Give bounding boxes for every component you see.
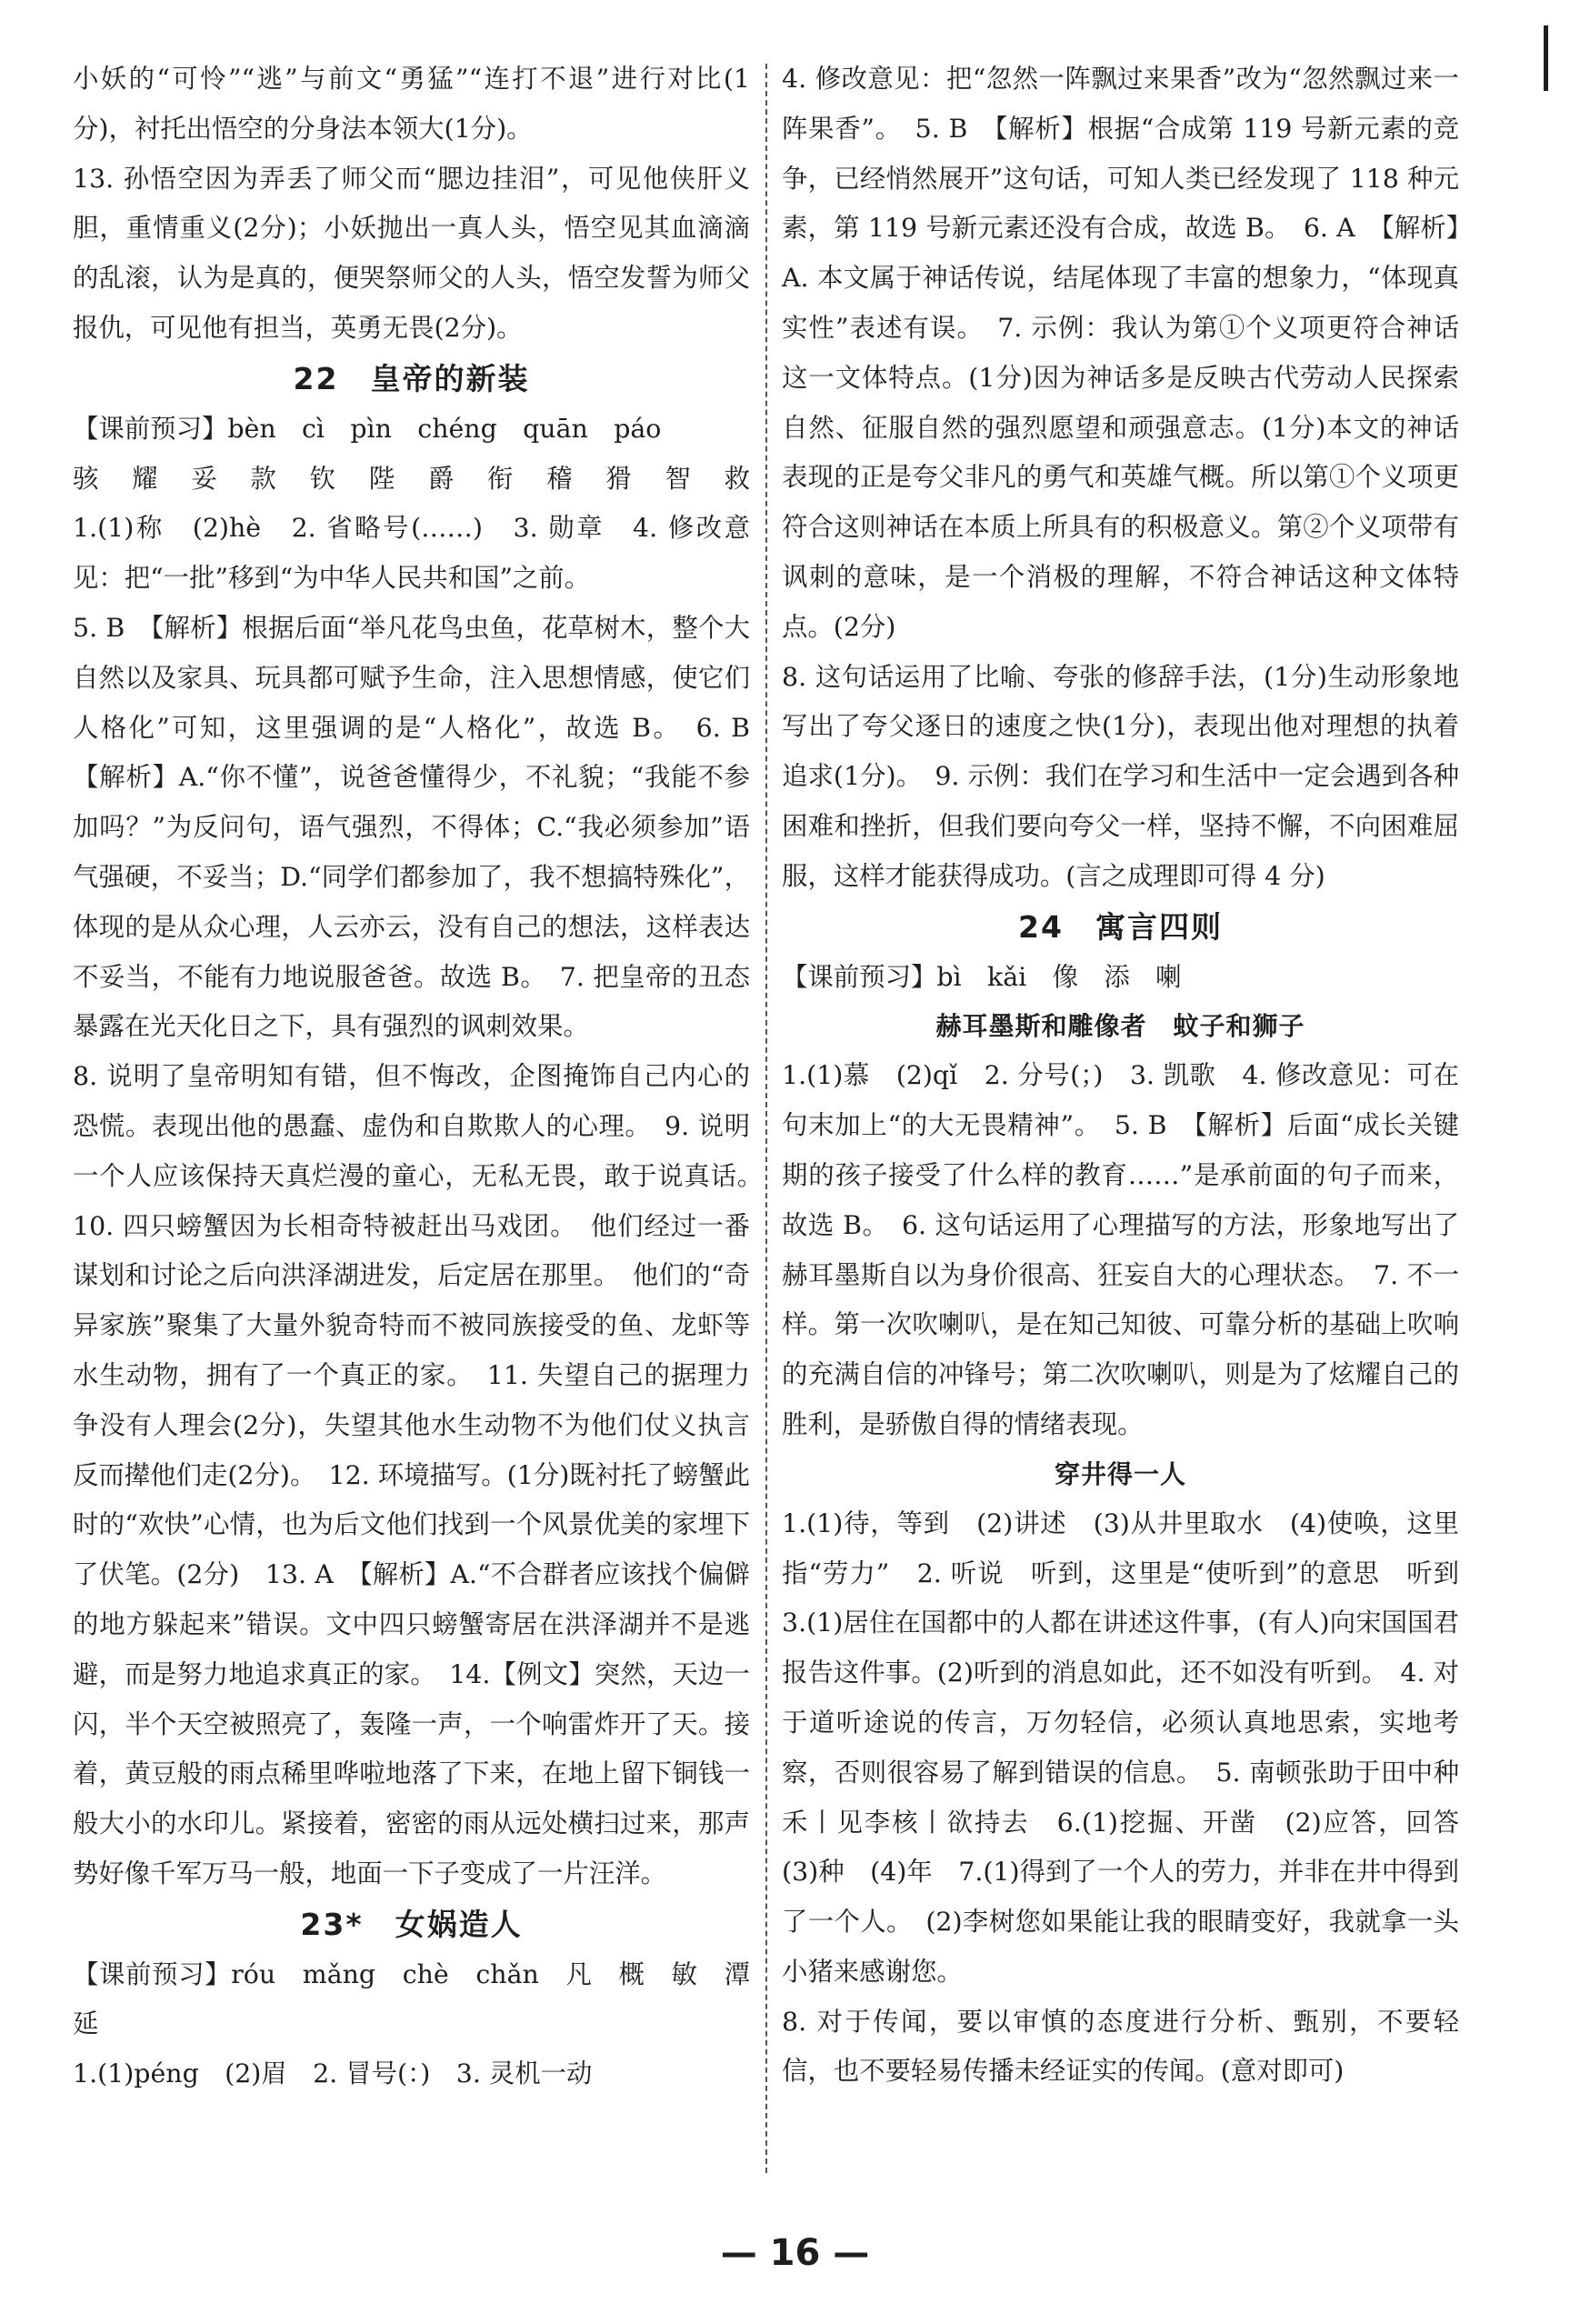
preview-pinyin: 【课前预习】bèn cì pìn chéng quān páo [73,413,662,444]
preview-pinyin: 【课前预习】bì kǎi 像 添 喇 [782,961,1182,992]
right-column [782,55,1485,2182]
answer-paragraph: 1.(1)称 (2)hè 2. 省略号(……) 3. 勋章 4. 修改意见：把“一批”移到“为中华人民共和国”之前。 [73,513,750,594]
subsection-title: 穿井得一人 [1054,1458,1186,1489]
answer-paragraph: 13. 孙悟空因为弄丢了师父而“腮边挂泪”，可见他侠肝义胆，重情重义(2分)；小妖抛出一真人头，悟空见其血滴滴的乱滚，认为是真的，便哭祭师父的人头，悟空发誓为师父报仇，可见他有担当，英勇无畏(2分)。 [73,163,750,343]
lesson-title-24: 24 寓言四则 [1018,908,1223,945]
answer-paragraph: 小妖的“可怜”“逃”与前文“勇猛”“连打不退”进行对比(1分)，衬托出悟空的分身法本领大(1分)。 [73,64,750,144]
answer-paragraph: 1.(1)慕 (2)qǐ 2. 分号(；) 3. 凯歌 4. 修改意见：可在句末加上“的大无畏精神”。 5. B 【解析】后面“成长关键期的孩子接受了什么样的教育……”是承前面的句子而来，故选 B。 6. 这句话运用了心理描写的方法，形象地写出了赫耳墨斯自以为身价很高、狂妄自大的心理状态。 7. 不一样。第一次吹喇叭，是在知己知彼、可靠分析的基础上吹响的充满自信的冲锋号；第二次吹喇叭，则是为了炫耀自己的胜利，是骄傲自得的情绪表现。 [782,1060,1459,1439]
answer-paragraph: 4. 修改意见：把“忽然一阵飘过来果香”改为“忽然飘过来一阵果香”。 5. B 【解析】根据“合成第 119 号新元素的竞争，已经悄然展开”这句话，可知人类已经发现了 118 种元素，第 119 号新元素还没有合成，故选 B。 6. A 【解析】A. 本文属于神话传说，结尾体现了丰富的想象力，“体现真实性”表述有误。 7. 示例：我认为第①个义项更符合神话这一文体特点。(1分)因为神话多是反映古代劳动人民探索自然、征服自然的强烈愿望和顽强意志。(1分)本文的神话表现的正是夸父非凡的勇气和英雄气概。所以第①个义项更符合这则神话在本质上所具有的积极意义。第②个义项带有讽刺的意味，是一个消极的理解，不符合神话这种文体特点。(2分) [782,64,1459,642]
answer-paragraph: 8. 说明了皇帝明知有错，但不悔改，企图掩饰自己内心的恐慌。表现出他的愚蠢、虚伪和自欺欺人的心理。 9. 说明一个人应该保持天真烂漫的童心，无私无畏，敢于说真话。 10. 四只螃蟹因为长相奇特被赶出马戏团。 他们经过一番谋划和讨论之后向洪泽湖进发，后定居在那里。 他们的“奇异家族”聚集了大量外貌奇特而不被同族接受的鱼、龙虾等水生动物，拥有了一个真正的家。 11. 失望自己的据理力争没有人理会(2分)，失望其他水生动物不为他们仗义执言反而撵他们走(2分)。 12. 环境描写。(1分)既衬托了螃蟹此时的“欢快”心情，也为后文他们找到一个风景优美的家埋下了伏笔。(2分) 13. A 【解析】A.“不合群者应该找个偏僻的地方躲起来”错误。文中四只螃蟹寄居在洪泽湖并不是逃避，而是努力地追求真正的家。 14.【例文】突然，天边一闪，半个天空被照亮了，轰隆一声，一个响雷炸开了天。接着，黄豆般的雨点稀里哗啦地落了下来，在地上留下铜钱一般大小的水印儿。紧接着，密密的雨从远处横扫过来，那声势好像千军万马一般，地面一下子变成了一片汪洋。 [73,1061,776,1888]
column-divider [765,64,767,2173]
answer-paragraph: 1.(1)péng (2)眉 2. 冒号(：) 3. 灵机一动 [73,2059,593,2089]
lesson-title-22: 22 皇帝的新装 [293,360,530,396]
page-number: — 16 — [720,2232,870,2274]
left-column [73,55,776,2182]
lesson-title-23: 23* 女娲造人 [300,1906,523,1942]
subsection-title: 赫耳墨斯和雕像者 蚊子和狮子 [935,1011,1305,1042]
answer-paragraph: 8. 对于传闻，要以审慎的态度进行分析、甄别，不要轻信，也不要轻易传播未经证实的传闻。(意对即可) [782,2006,1459,2087]
answer-paragraph: 1.(1)待，等到 (2)讲述 (3)从井里取水 (4)使唤，这里指“劳力” 2. 听说 听到，这里是“使听到”的意思 听到 3.(1)居住在国都中的人都在讲述这件事，(有人)向宋国国君报告这件事。(2)听到的消息如此，还不如没有听到。 4. 对于道听途说的传言，万勿轻信，必须认真地思索，实地考察，否则很容易了解到错误的信息。 5. 南顿张助于田中种禾丨见李核丨欲持去 6.(1)挖掘、开凿 (2)应答，回答 (3)种 (4)年 7.(1)得到了一个人的劳力，并非在井中得到了一个人。 (2)李树您如果能让我的眼睛变好，我就拿一头小猪来感谢您。 [782,1508,1485,1987]
preview-characters: 骇 耀 妥 款 钦 陛 爵 衔 稽 猾 智 救 [73,463,750,494]
preview-pinyin: 【课前预习】róu mǎng chè chǎn 凡 概 敏 潭 延 [73,1958,776,2039]
answer-paragraph: 8. 这句话运用了比喻、夸张的修辞手法，(1分)生动形象地写出了夸父逐日的速度之快(1分)，表现出他对理想的执着追求(1分)。 9. 示例：我们在学习和生活中一定会遇到各种困难和挫折，但我们要向夸父一样，坚持不懈，不向困难屈服，这样才能获得成功。(言之成理即可得 4 分) [782,661,1459,891]
page-edge-rule [1544,25,1548,91]
answer-paragraph: 5. B 【解析】根据后面“举凡花鸟虫鱼，花草树木，整个大自然以及家具、玩具都可赋予生命，注入思想情感，使它们人格化”可知，这里强调的是“人格化”，故选 B。 6. B 【解析】A.“你不懂”，说爸爸懂得少，不礼貌；“我能不参加吗？”为反问句，语气强烈，不得体；C.“我必须参加”语气强硬，不妥当；D.“同学们都参加了，我不想搞特殊化”，体现的是从众心理，人云亦云，没有自己的想法，这样表达不妥当，不能有力地说服爸爸。故选 B。 7. 把皇帝的丑态暴露在光天化日之下，具有强烈的讽刺效果。 [73,612,776,1042]
